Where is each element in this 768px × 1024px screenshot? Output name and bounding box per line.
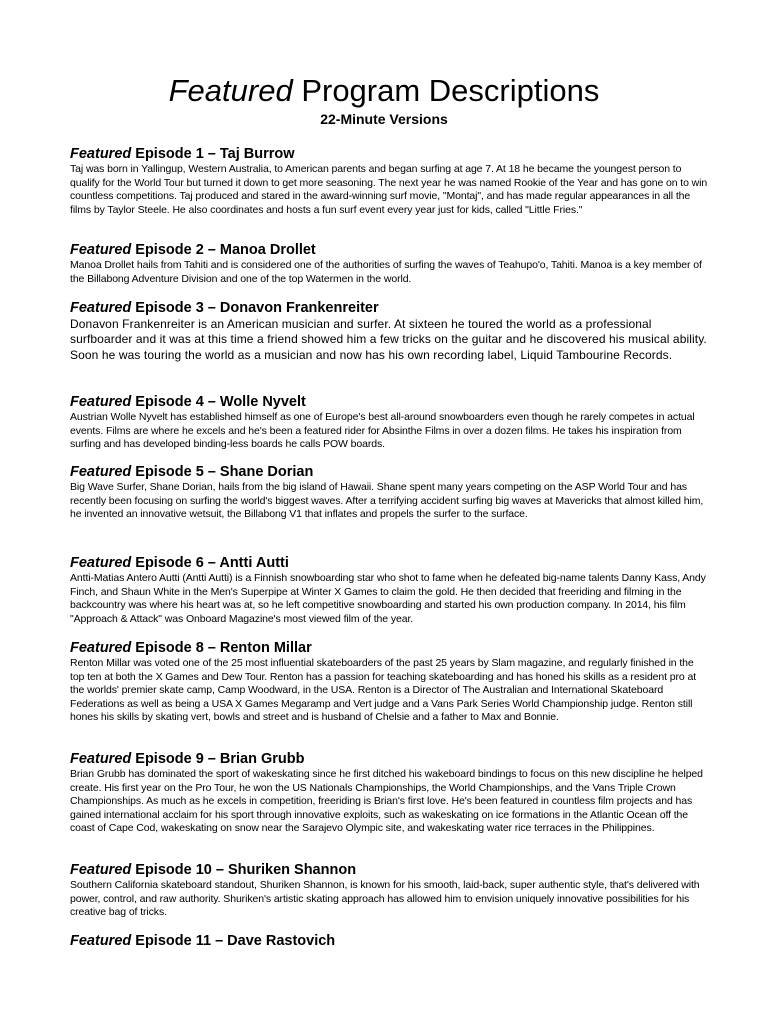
episode-10-section (70, 862, 710, 920)
episode-description: Big Wave Surfer, Shane Dorian, hails from the big island of Hawaii. Shane spent many years competing on the ASP World Tour and has recently been focusing on surfing the world's biggest waves. After a terrifying accident surfing big waves at Mavericks that almost killed him, he invented an innovative wetsuit, the Billabong V1 that inflates and propels the surfer to the surface. (70, 481, 704, 521)
page-title (0, 72, 768, 110)
episode-heading (70, 300, 710, 317)
featured-label: Featured (70, 862, 132, 878)
episode-description: Donavon Frankenreiter is an American musician and surfer. At sixteen he toured the world as a professional surfboarder and it was at this time a friend showed him a few tricks on the guitar and he discovered his musical ability. Soon he was touring the world as a musician and now has his own recording label, Liquid Tambourine Records. (70, 317, 707, 362)
episode-title: Episode 3 – Donavon Frankenreiter (131, 300, 379, 316)
episode-5-section (70, 464, 710, 522)
featured-label: Featured (70, 751, 132, 767)
featured-label: Featured (70, 464, 132, 480)
episode-description: Antti-Matias Antero Autti (Antti Autti) is a Finnish snowboarding star who shot to fame when he defeated big-name talents Danny Kass, Andy Finch, and Shaun White in the Men's Superpipe at Winter X Games to claim the gold. He then decided that freeriding and filming in the backcountry was where his heart was at, so he left competitive snowboarding and started his own production company. In 2014, his film "Approach & Attack" was Onboard Magazine's most viewed film of the year. (70, 572, 706, 625)
title-rest: Program Descriptions (292, 73, 600, 108)
episode-title: Episode 1 – Taj Burrow (131, 146, 295, 162)
episode-9-section (70, 751, 710, 836)
episode-description: Manoa Drollet hails from Tahiti and is considered one of the authorities of surfing the waves of Teahupo'o, Tahiti. Manoa is a key member of the Billabong Adventure Division and one of the top Watermen in the world. (70, 259, 702, 285)
episode-description: Southern California skateboard standout, Shuriken Shannon, is known for his smooth, laid-back, super authentic style, that's delivered with power, control, and raw authority. Shuriken's artistic skating approach has allowed him to envision uniquely innovative possibilities for his creative bag of tricks. (70, 879, 700, 919)
featured-label: Featured (70, 146, 132, 162)
episode-title: Episode 9 – Brian Grubb (131, 751, 305, 767)
episode-heading (70, 146, 710, 163)
featured-label: Featured (70, 640, 132, 656)
episode-heading (70, 640, 710, 657)
episode-heading (70, 242, 710, 259)
episode-4-section (70, 394, 710, 452)
episode-title: Episode 8 – Renton Millar (131, 640, 312, 656)
episode-8-section (70, 640, 710, 725)
episode-title: Episode 11 – Dave Rastovich (131, 933, 336, 949)
episode-description: Austrian Wolle Nyvelt has established himself as one of Europe's best all-around snowboarders even though he rarely competes in actual events. Films are where he excels and he's been a featured rider for Absinthe Films in over a dozen films. He takes his inspiration from surfing and has developed binding-less boards he calls POW boards. (70, 411, 695, 451)
episode-heading (70, 933, 710, 950)
featured-label: Featured (70, 555, 132, 571)
episode-title: Episode 2 – Manoa Drollet (131, 242, 316, 258)
episode-title: Episode 4 – Wolle Nyvelt (131, 394, 306, 410)
episode-11-section (70, 933, 710, 950)
episode-description: Brian Grubb has dominated the sport of wakeskating since he first ditched his wakeboard bindings to focus on this new discipline he helped create. His first year on the Pro Tour, he won the US Nationals Championships, the World Championships, and the Vans Triple Crown Championships. As much as he excels in competition, freeriding is Brian's first love. He's been featured in countless film projects and has gained international acclaim for his sport through innovative exploits, such as wakeskating on ice formations in the Atlantic Ocean off the coast of Cape Cod, wakeskating on snow near the Sarajevo Olympic site, and wakeskating water rice terraces in the Philippines. (70, 768, 703, 835)
episode-heading (70, 751, 710, 768)
title-featured-word: Featured (168, 73, 293, 108)
episode-heading (70, 464, 710, 481)
episode-description: Taj was born in Yallingup, Western Australia, to American parents and began surfing at age 7. At 18 he became the youngest person to qualify for the World Tour but turned it down to get more seasoning. The next year he was named Rookie of the Year and has gone on to win countless competitions. Taj produced and stared in the award-winning surf movie, "Montaj", and has made regular appearances in all the films by Taylor Steele. He also coordinates and hosts a fun surf event every year just for kids, called "Little Fries." (70, 163, 708, 216)
featured-label: Featured (70, 933, 132, 949)
episode-3-section (70, 300, 710, 363)
episode-description: Renton Millar was voted one of the 25 most influential skateboarders of the past 25 years by Slam magazine, and regularly finished in the top ten at both the X Games and Dew Tour. Renton has a passion for teaching skateboarding and has honed his skills as a resident pro at the worlds' premier skate camp, Camp Woodward, in the USA. Renton is a Director of The Australian and International Skateboard Federations as well as being a USA X Games Megaramp and Vert judge and a Vans Park Series World Championship judge. Renton still hones his skills by skating vert, bowls and street and is husband of Chelsie and a father to Max and Bonnie. (70, 657, 697, 724)
episode-2-section (70, 242, 710, 286)
featured-label: Featured (70, 242, 132, 258)
episode-1-section (70, 146, 710, 217)
episode-heading (70, 394, 710, 411)
episode-6-section (70, 555, 710, 626)
episode-title: Episode 6 – Antti Autti (131, 555, 289, 571)
episode-heading (70, 862, 710, 879)
featured-label: Featured (70, 300, 132, 316)
page-subtitle: 22-Minute Versions (320, 111, 448, 127)
episode-title: Episode 5 – Shane Dorian (131, 464, 314, 480)
episode-heading (70, 555, 710, 572)
episode-title: Episode 10 – Shuriken Shannon (131, 862, 357, 878)
featured-label: Featured (70, 394, 132, 410)
